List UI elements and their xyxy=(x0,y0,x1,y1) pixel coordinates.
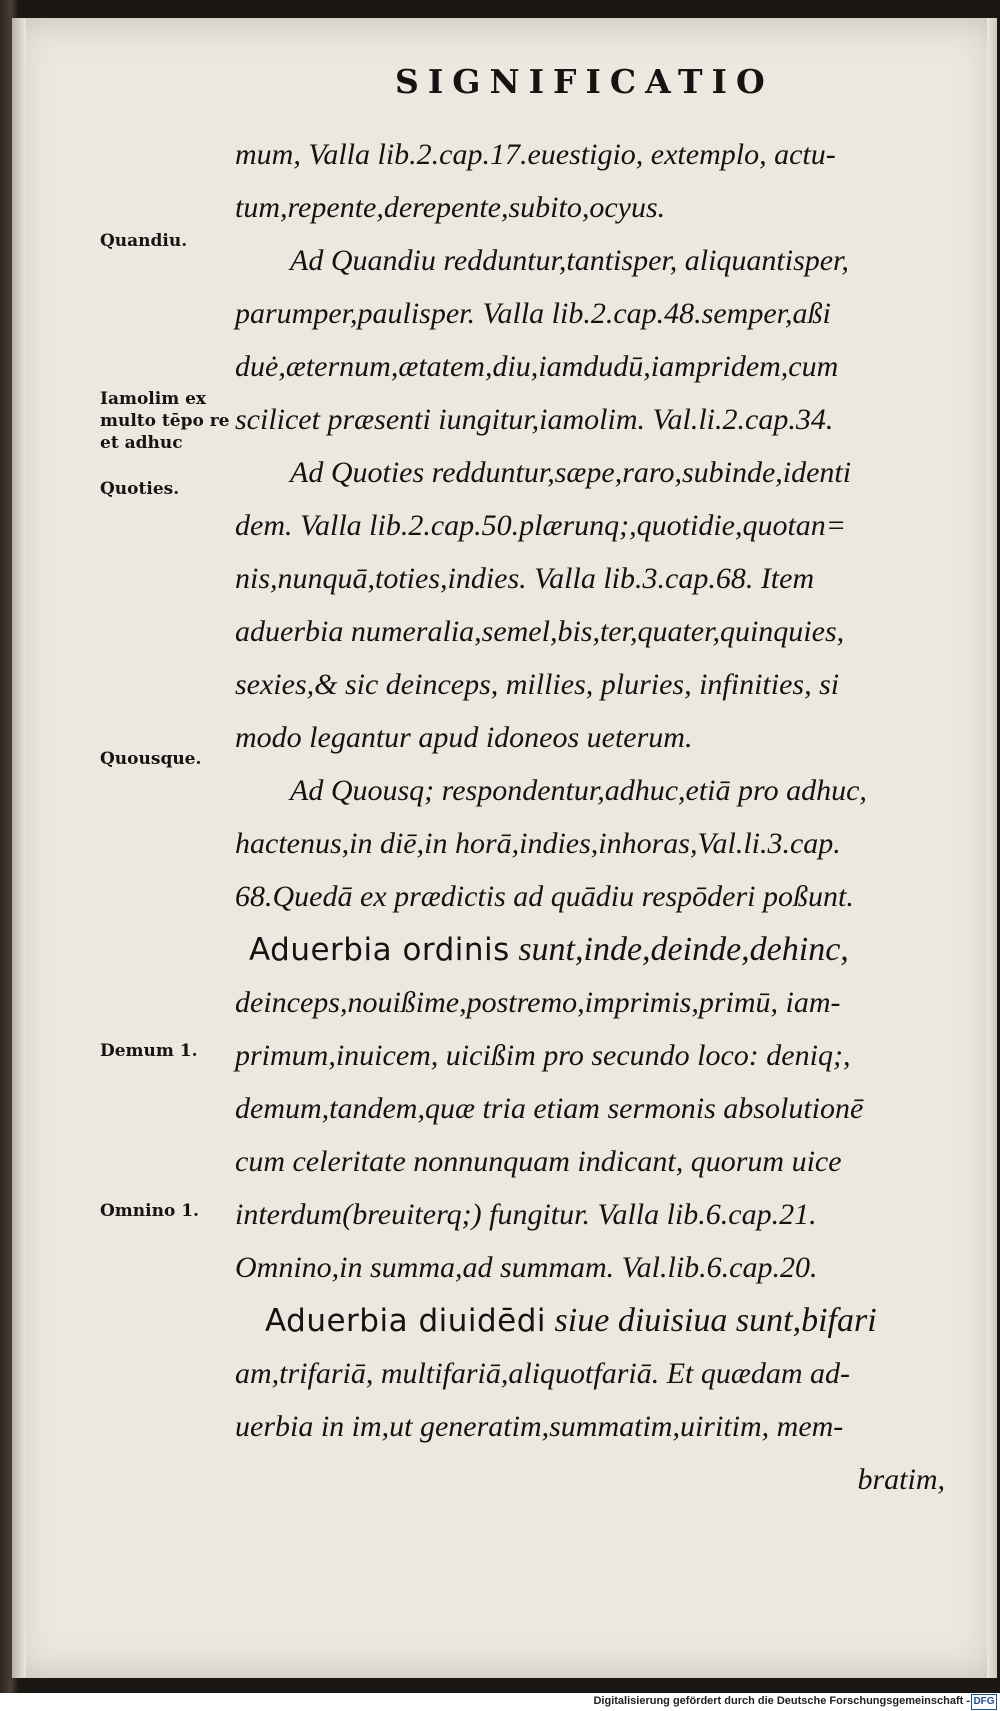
dfg-logo: DFG xyxy=(971,1694,997,1710)
section-heading-ordinis xyxy=(235,923,945,976)
margin-note-omnino: Omnino 1. xyxy=(100,1201,199,1221)
text-line: mum, Valla lib.2.cap.17.euestigio, extemplo, actu- xyxy=(235,138,836,171)
main-text-block xyxy=(235,128,945,1506)
section-rest-ordinis: sunt,inde,deinde,dehinc, xyxy=(509,931,849,968)
text-line: Ad Quoties redduntur,sæpe,raro,subinde,identi xyxy=(290,456,852,489)
margin-note-quandiu: Quandiu. xyxy=(100,231,188,251)
section-rest-diuidendi: siue diuisiua sunt,bifari xyxy=(546,1302,877,1339)
text-line: tum,repente,derepente,subito,ocyus. xyxy=(235,191,666,224)
text-line: Omnino,in summa,ad summam. Val.lib.6.cap.20. xyxy=(235,1251,818,1284)
text-line: uerbia in im,ut generatim,summatim,uiritim, mem- xyxy=(235,1410,844,1443)
text-line: modo legantur apud idoneos ueterum. xyxy=(235,721,693,754)
text-line: am,trifariā, multifariā,aliquotfariā. Et quædam ad- xyxy=(235,1357,851,1390)
text-line: interdum(breuiterq;) fungitur. Valla lib.6.cap.21. xyxy=(235,1198,817,1231)
text-line: parumper,paulisper. Valla lib.2.cap.48.semper,aßi xyxy=(235,297,831,330)
text-line: primum,inuicem, uicißim pro secundo loco: deniq;, xyxy=(235,1039,851,1072)
margin-note-quoties: Quoties. xyxy=(100,479,180,499)
page-right-edge xyxy=(987,18,997,1678)
margin-note-iamolim: Iamolim ex multo tēpo re et adhuc xyxy=(100,389,230,453)
text-line: deinceps,nouißime,postremo,imprimis,primū, iam- xyxy=(235,986,841,1019)
section-heading-diuidendi xyxy=(235,1294,945,1347)
text-line: nis,nunquā,toties,indies. Valla lib.3.cap.68. Item xyxy=(235,562,815,595)
text-line: sexies,& sic deinceps, millies, pluries, infinities, si xyxy=(235,668,840,701)
text-line: 68.Quedā ex prædictis ad quādiu respōderi poßunt. xyxy=(235,880,854,913)
text-line: aduerbia numeralia,semel,bis,ter,quater,quinquies, xyxy=(235,615,845,648)
text-line: duė,æternum,ætatem,diu,iamdudū,iampridem,cum xyxy=(235,350,839,383)
margin-note-quousque: Quousque. xyxy=(100,749,202,769)
text-line: scilicet præsenti iungitur,iamolim. Val.li.2.cap.34. xyxy=(235,403,834,436)
running-head: SIGNIFICATIO xyxy=(395,62,774,101)
margin-note-demum: Demum 1. xyxy=(100,1041,198,1061)
catchword: bratim, xyxy=(857,1463,945,1496)
text-line: Ad Quousq; respondentur,adhuc,etiā pro adhuc, xyxy=(290,774,867,807)
footer-credit: Digitalisierung gefördert durch die Deutsche Forschungsgemeinschaft - xyxy=(593,1695,970,1707)
text-line: demum,tandem,quæ tria etiam sermonis absolutionē xyxy=(235,1092,864,1125)
text-line: cum celeritate nonnunquam indicant, quorum uice xyxy=(235,1145,842,1178)
text-line: dem. Valla lib.2.cap.50.plærunq;,quotidie,quotan= xyxy=(235,509,847,542)
text-line: hactenus,in diē,in horā,indies,inhoras,Val.li.3.cap. xyxy=(235,827,841,860)
section-lead-ordinis: Aduerbia ordinis xyxy=(249,932,510,968)
text-line: Ad Quandiu redduntur,tantisper, aliquantisper, xyxy=(290,244,849,277)
section-lead-diuidendi: Aduerbia diuidēdi xyxy=(265,1303,547,1339)
page-gutter-shadow xyxy=(12,18,26,1678)
